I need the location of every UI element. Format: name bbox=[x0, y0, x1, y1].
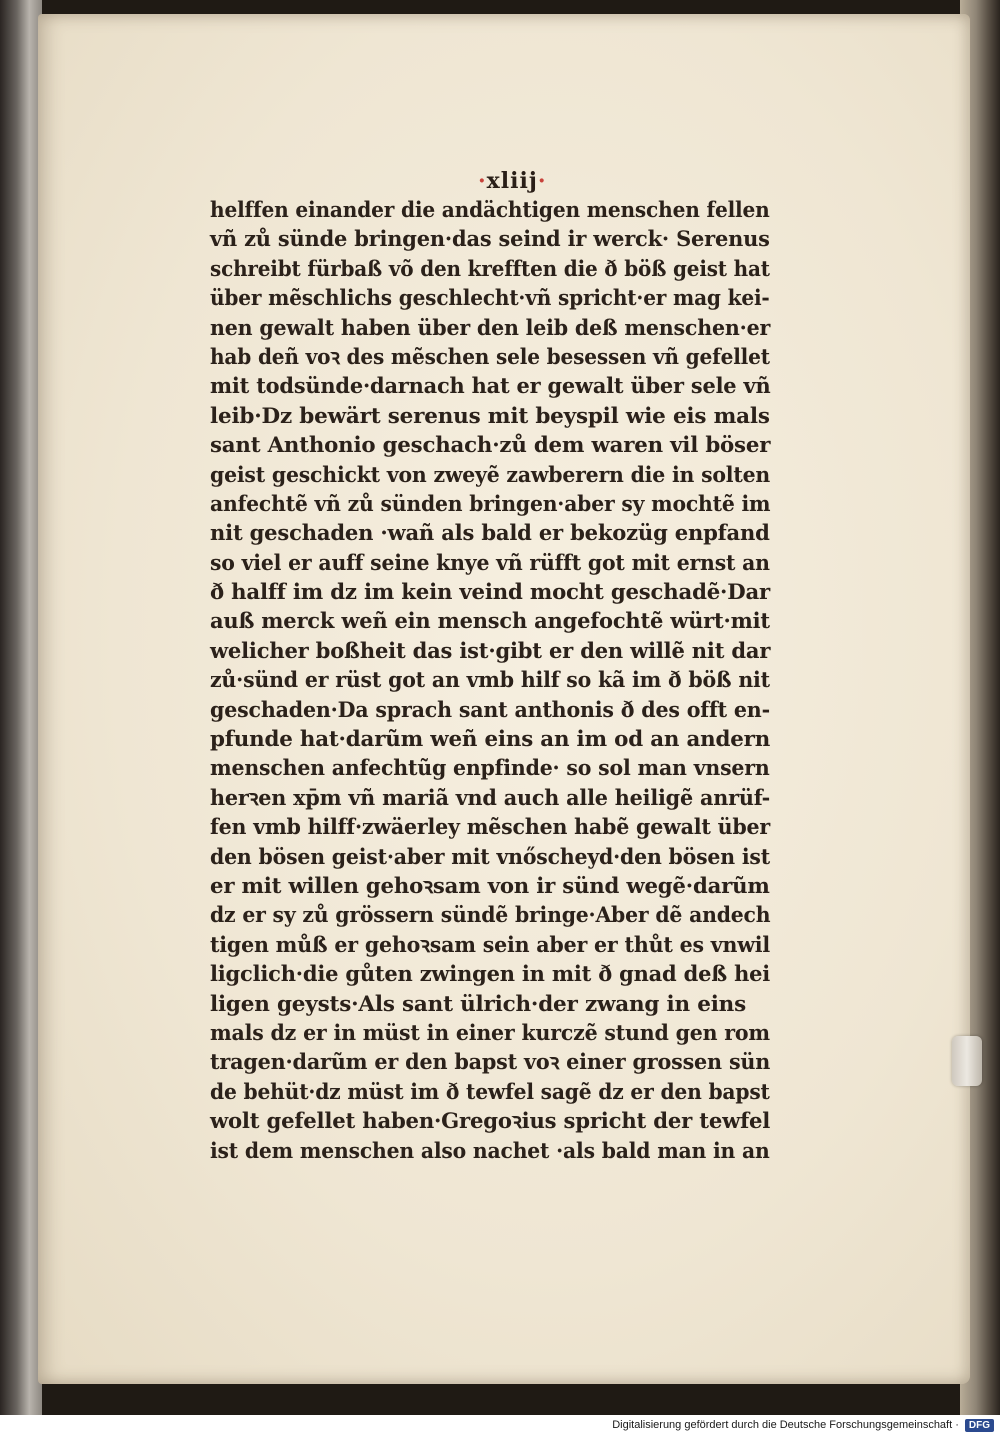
text-line: schreibt fürbaß võ den krefften die ð böß geist hat bbox=[210, 256, 770, 282]
book-clasp bbox=[952, 1036, 982, 1086]
blackletter-text-block bbox=[210, 196, 770, 1166]
text-line: vñ zů sünde bringen·das seind ir werck· Serenus bbox=[210, 227, 770, 253]
text-line: nen gewalt haben über den leib deß menschen·er bbox=[210, 315, 771, 341]
funding-credit: Digitalisierung gefördert durch die Deutsche Forschungsgemeinschaft · bbox=[612, 1419, 959, 1431]
text-line: fen vmb hilff·zwäerley mẽschen habẽ gewalt über bbox=[210, 815, 771, 841]
text-line: mals dz er in müst in einer kurczẽ stund gen rom bbox=[210, 1020, 770, 1046]
text-line: menschen anfechtũg enpfinde· so sol man vnsern bbox=[210, 756, 770, 782]
text-line: welicher boßheit das ist·gibt er den willẽ nit dar bbox=[210, 638, 771, 664]
text-line: tigen můß er gehoꝛsam sein aber er thůt es vnwil bbox=[210, 932, 771, 958]
text-line: ligen geysts·Als sant ülrich·der zwang in eins bbox=[210, 991, 747, 1017]
text-line: ist dem menschen also nachet ·als bald man in an bbox=[210, 1138, 770, 1164]
text-line: herꝛen xp̄m vñ mariã vnd auch alle heiligẽ anrüf- bbox=[210, 785, 771, 811]
text-line: sant Anthonio geschach·zů dem waren vil böser bbox=[210, 433, 771, 459]
text-line: anfechtẽ vñ zů sünden bringen·aber sy mochtẽ im bbox=[210, 491, 771, 517]
text-line: nit geschaden ·wañ als bald er bekozüg enpfand bbox=[210, 521, 770, 547]
text-line: geschaden·Da sprach sant anthonis ð des offt en- bbox=[210, 697, 770, 723]
text-line: geist geschickt von zweyẽ zawberern die in solten bbox=[210, 462, 771, 488]
credit-bar bbox=[0, 1415, 1000, 1435]
text-line: auß merck weñ ein mensch angefochtẽ würt·mit bbox=[210, 609, 770, 635]
text-line: leib·Dz bewärt serenus mit beyspil wie eis mals bbox=[210, 403, 770, 429]
book-spine-edge bbox=[0, 0, 42, 1415]
dfg-logo-icon: DFG bbox=[965, 1419, 994, 1432]
text-line: de behüt·dz müst im ð tewfel sagẽ dz er den bapst bbox=[210, 1079, 770, 1105]
text-line: helffen einander die andächtigen menschen fellen bbox=[210, 198, 770, 223]
text-line: pfunde hat·darũm weñ eins an im od an andern bbox=[210, 727, 771, 753]
text-line: wolt gefellet haben·Gregoꝛius spricht der tewfel bbox=[210, 1109, 771, 1135]
text-line: mit todsünde·darnach hat er gewalt über sele vñ bbox=[210, 374, 771, 400]
text-line: über mẽschlichs geschlecht·vñ spricht·er mag kei- bbox=[210, 286, 770, 312]
text-line: ligclich·die gůten zwingen in mit ð gnad deß hei bbox=[210, 962, 771, 988]
text-line: den bösen geist·aber mit vnőscheyd·den bösen ist bbox=[210, 844, 770, 870]
text-line: dz er sy zů grössern sündẽ bringe·Aber dẽ andech bbox=[210, 903, 771, 929]
text-line: zů·sünd er rüst got an vmb hilf so kã im ð böß nit bbox=[210, 668, 770, 694]
folio-text: xliij bbox=[486, 168, 538, 194]
text-line: so viel er auff seine knye vñ rüfft got mit ernst an bbox=[210, 550, 770, 576]
text-line: hab deñ voꝛ des mẽschen sele besessen vñ gefellet bbox=[210, 344, 770, 370]
text-line: ð halff im dz im kein veind mocht geschadẽ·Dar bbox=[210, 580, 771, 606]
text-line: er mit willen gehoꝛsam von ir sünd wegẽ·darũm bbox=[210, 873, 770, 899]
text-line: tragen·darũm er den bapst voꝛ einer grossen sün bbox=[210, 1050, 771, 1076]
folio-number: ·xliij· bbox=[478, 168, 547, 194]
